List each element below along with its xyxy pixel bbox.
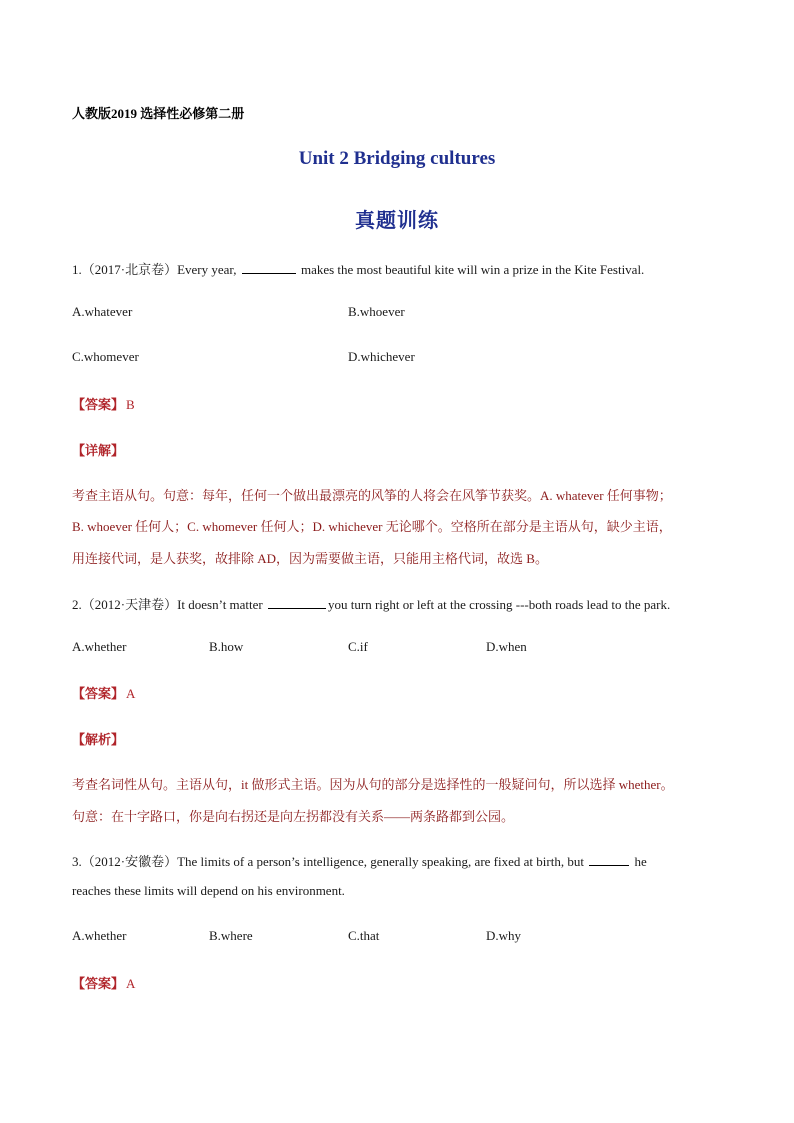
question-2-stem <box>72 594 670 613</box>
question-3-option-b: B.where <box>209 928 253 943</box>
question-2-stem-pre: 2.（2012·天津卷）It doesn’t matter <box>72 597 267 612</box>
question-2-option-b: B.how <box>209 639 244 654</box>
question-3-stem-line-2: reaches these limits will depend on his environment. <box>72 883 345 898</box>
question-1-option-d: D.whichever <box>348 349 415 364</box>
question-3-stem <box>72 851 647 870</box>
question-1-option-a: A.whatever <box>72 304 133 319</box>
answer-label: 【答案】 <box>72 686 125 701</box>
question-2-explanation-line-1: 考查名词性从句。主语从句，it 做形式主语。因为从句的部分是选择性的一般疑问句，所以选择 whether。 <box>72 777 674 792</box>
answer-value: A <box>126 686 136 701</box>
question-2-option-c: C.if <box>348 639 368 654</box>
question-1-stem-post: makes the most beautiful kite will win a prize in the Kite Festival. <box>297 262 645 277</box>
question-3-blank <box>589 853 629 866</box>
question-1-detail-label: 【详解】 <box>72 443 125 458</box>
question-2-stem-post: you turn right or left at the crossing ---both roads lead to the park. <box>328 597 671 612</box>
question-2-explanation-line-2: 句意：在十字路口，你是向右拐还是向左拐都没有关系——两条路都到公园。 <box>72 809 515 824</box>
question-3-stem-post: he <box>631 854 647 869</box>
answer-value: B <box>126 397 135 412</box>
answer-value: A <box>126 976 136 991</box>
question-1-blank <box>242 261 296 274</box>
question-1-option-b: B.whoever <box>348 304 405 319</box>
question-1-option-c: C.whomever <box>72 349 139 364</box>
question-2-option-a: A.whether <box>72 639 127 654</box>
section-subtitle: 真题训练 <box>355 210 439 232</box>
question-3-option-a: A.whether <box>72 928 127 943</box>
question-2-answer <box>72 683 135 702</box>
question-3-stem-pre: 3.（2012·安徽卷）The limits of a person’s intelligence, generally speaking, are fixed at birth, but <box>72 854 588 869</box>
answer-label: 【答案】 <box>72 397 125 412</box>
question-2-option-d: D.when <box>486 639 527 654</box>
question-3-option-d: D.why <box>486 928 522 943</box>
question-1-stem <box>72 259 644 278</box>
question-1-answer <box>72 394 135 413</box>
question-1-explanation-line-3: 用连接代词，是人获奖，故排除 AD，因为需要做主语，只能用主格代词，故选 B。 <box>72 551 548 566</box>
question-2-detail-label: 【解析】 <box>72 732 125 747</box>
textbook-header: 人教版2019 选择性必修第二册 <box>72 106 245 121</box>
question-1-explanation-line-2: B. whoever 任何人；C. whomever 任何人；D. whichever 无论哪个。空格所在部分是主语从句，缺少主语， <box>72 519 672 534</box>
question-1-explanation-line-1: 考查主语从句。句意：每年，任何一个做出最漂亮的风筝的人将会在风筝节获奖。A. whatever 任何事物； <box>72 488 672 503</box>
question-3-option-c: C.that <box>348 928 380 943</box>
question-2-blank <box>268 596 326 609</box>
answer-label: 【答案】 <box>72 976 125 991</box>
question-1-stem-pre: 1.（2017·北京卷）Every year, <box>72 262 240 277</box>
unit-title: Unit 2 Bridging cultures <box>298 148 496 169</box>
question-3-answer <box>72 973 135 992</box>
